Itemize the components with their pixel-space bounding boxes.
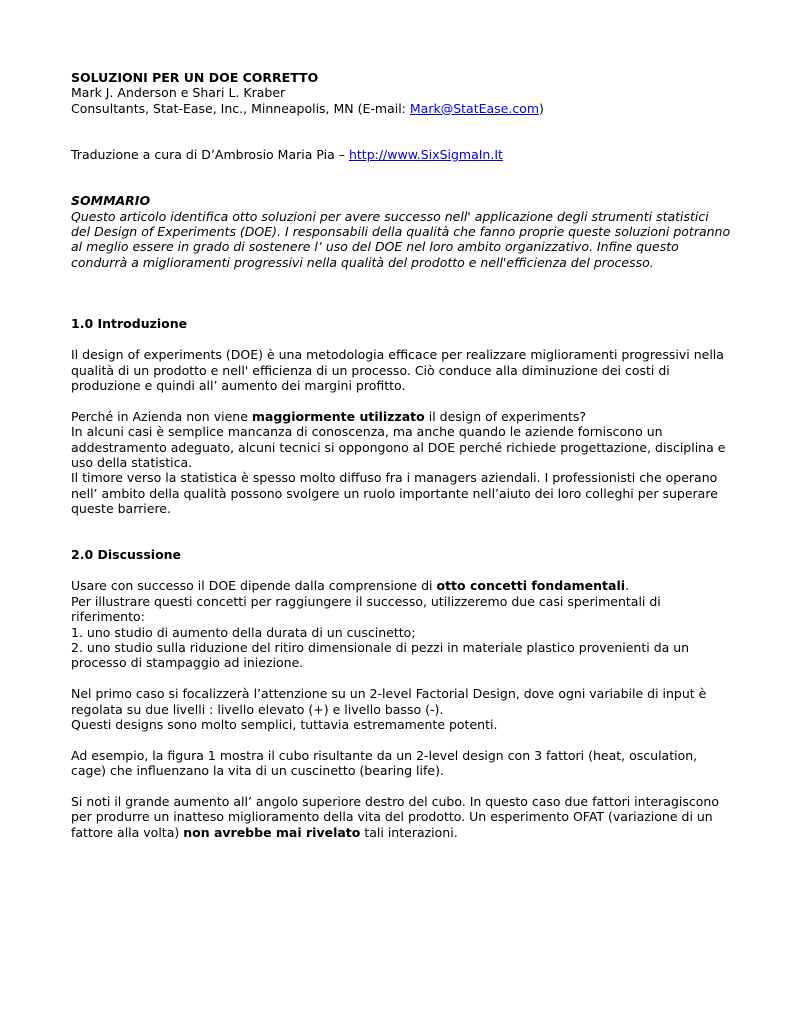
affiliation bbox=[71, 101, 731, 116]
list-item: 1. uno studio di aumento della durata di un cuscinetto; bbox=[71, 624, 416, 640]
discussion-p1-after: . bbox=[625, 578, 630, 594]
website-link[interactable]: http://www.SixSigmaIn.It bbox=[348, 147, 503, 163]
document-title: SOLUZIONI PER UN DOE CORRETTO bbox=[71, 70, 319, 85]
discussion-p6-bold: non avrebbe mai rivelato bbox=[183, 824, 361, 840]
intro-p2-after: il design of experiments? bbox=[424, 408, 587, 424]
list-item: 2. uno studio sulla riduzione del ritiro dimensionale di pezzi in materiale plastico provenienti da un processo di stampaggio ad iniezione. bbox=[71, 639, 690, 671]
intro-p2-bold: maggiormente utilizzato bbox=[251, 408, 425, 424]
discussion-p1-before: Usare con successo il DOE dipende dalla comprensione di bbox=[71, 578, 437, 594]
discussion-paragraph-3: Nel primo caso si focalizzerà l’attenzione su un 2-level Factorial Design, dove ogni variabile di input è regolata su due livelli : livello elevato (+) e livello basso (-). bbox=[71, 686, 707, 717]
discussion-paragraph-2: Per illustrare questi concetti per raggiungere il successo, utilizzeremo due casi sperimentali di riferimento: bbox=[71, 593, 661, 625]
discussion-paragraph-5: Ad esempio, la figura 1 mostra il cubo risultante da un 2-level design con 3 fattori (heat, osculation, cage) che influenzano la vita di un cuscinetto (bearing life). bbox=[71, 747, 698, 779]
translation-credit bbox=[71, 147, 731, 162]
discussion-paragraph-4: Questi designs sono molto semplici, tuttavia estremamente potenti. bbox=[71, 716, 498, 732]
intro-paragraph-1: Il design of experiments (DOE) è una metodologia efficace per realizzare miglioramenti progressivi nella qualità di un prodotto e nell' efficienza di un processo. Ciò conduce alla diminuzione dei costi di produzione e quindi all’ aumento dei margini profitto. bbox=[71, 347, 724, 394]
discussion-heading: 2.0 Discussione bbox=[71, 547, 182, 563]
affiliation-prefix: Consultants, Stat-Ease, Inc., Minneapolis, MN (E-mail: bbox=[71, 100, 410, 116]
email-link[interactable]: Mark@StatEase.com bbox=[409, 100, 540, 116]
discussion-p1-bold: otto concetti fondamentali bbox=[436, 578, 626, 594]
intro-paragraph-3: In alcuni casi è semplice mancanza di conoscenza, ma anche quando le aziende forniscono un addestramento adeguato, alcuni tecnici si oppongono al DOE perché richiede progettazione, disciplina e uso della statistica. bbox=[71, 424, 726, 471]
discussion-p6-after: tali interazioni. bbox=[360, 824, 458, 840]
intro-heading: 1.0 Introduzione bbox=[71, 316, 188, 332]
intro-paragraph-4: Il timore verso la statistica è spesso molto diffuso fra i managers aziendali. I professionisti che operano nell’ ambito della qualità possono svolgere un ruolo importante nell’aiuto dei loro colleghi per superare queste barriere. bbox=[71, 470, 718, 517]
discussion-paragraph-1 bbox=[71, 578, 731, 593]
affiliation-suffix: ) bbox=[539, 100, 544, 116]
discussion-p6-before: Si noti il grande aumento all’ angolo superiore destro del cubo. In questo caso due fattori interagiscono per produrre un inatteso miglioramento della vita del prodotto. Un esperimento OFAT (variazione di un fattore alla volta) bbox=[71, 793, 719, 840]
intro-p2-before: Perché in Azienda non viene bbox=[71, 408, 252, 424]
summary-text: Questo articolo identifica otto soluzioni per avere successo nell' applicazione degli strumenti statistici del Design of Experiments (DOE). I responsabili della qualità che fanno proprie queste soluzioni potranno al meglio essere in grado di sostenere l’ uso del DOE nel loro ambito organizzativo. Infine questo condurrà a miglioramenti progressivi nella qualità del prodotto e nell'efficienza del processo. bbox=[71, 208, 731, 270]
translation-prefix: Traduzione a cura di D’Ambrosio Maria Pia – bbox=[71, 147, 349, 163]
discussion-paragraph-6 bbox=[71, 794, 731, 840]
summary-heading: SOMMARIO bbox=[71, 193, 151, 209]
authors: Mark J. Anderson e Shari L. Kraber bbox=[71, 85, 286, 101]
document-page bbox=[71, 70, 731, 840]
intro-paragraph-2 bbox=[71, 409, 731, 424]
